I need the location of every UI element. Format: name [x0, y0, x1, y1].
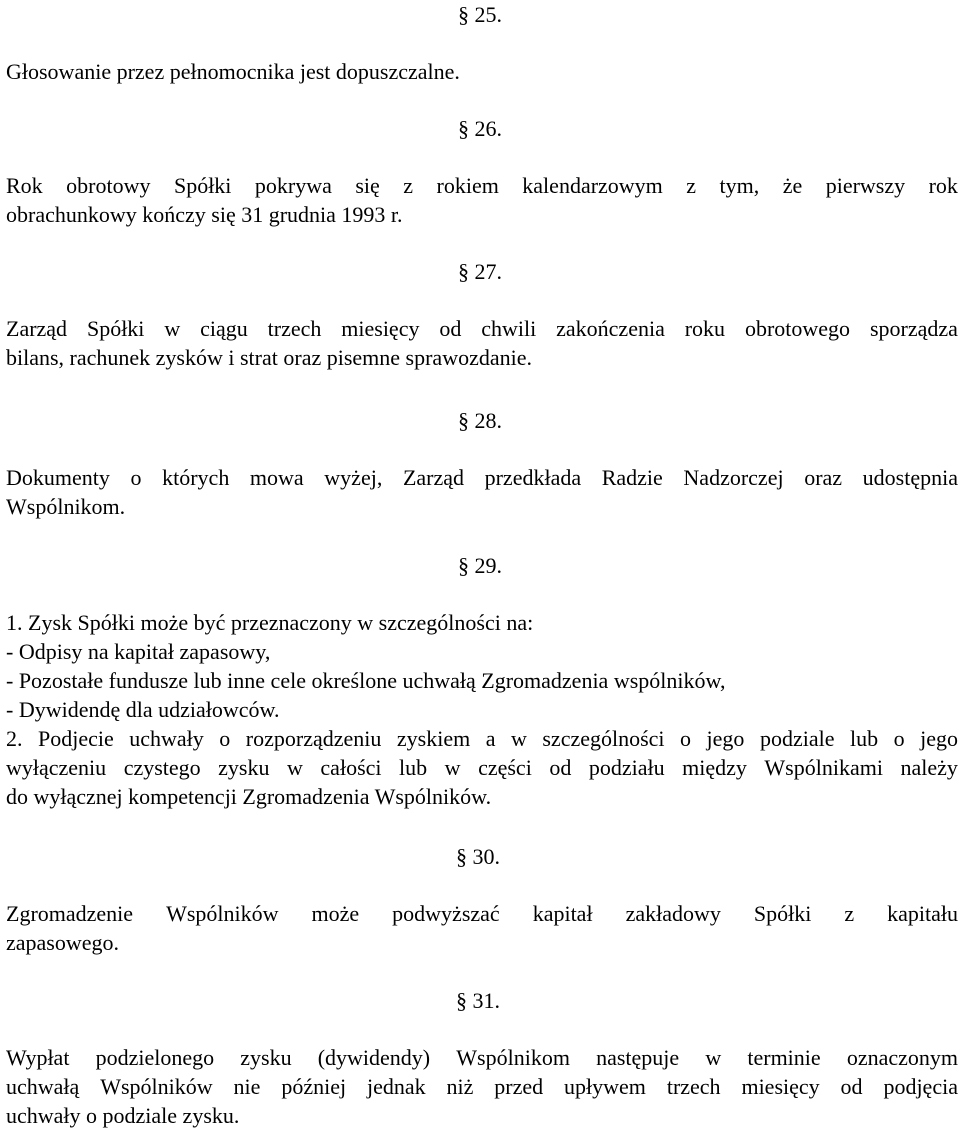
word: o: [130, 465, 142, 490]
word: rozporządzeniu: [245, 726, 382, 751]
word: Spółki: [753, 901, 812, 926]
section-body: [6, 314, 958, 372]
word: w: [510, 726, 527, 751]
word: lub: [399, 755, 428, 780]
text-line: bilans, rachunek zysków i strat oraz pisemne sprawozdanie.: [6, 345, 532, 370]
text-line: [6, 753, 958, 782]
word: podziale: [759, 726, 835, 751]
word: Spółki: [173, 173, 232, 198]
word: wyżej,: [324, 465, 383, 490]
text-line: Głosowanie przez pełnomocnika jest dopuszczalne.: [6, 59, 460, 84]
word: kapitał: [532, 901, 593, 926]
word: następuje: [596, 1045, 680, 1070]
word: z: [686, 173, 697, 198]
text-line: uchwały o podziale zysku.: [6, 1103, 240, 1128]
section-heading: § 27.: [458, 259, 502, 284]
list-item: - Dywidendę dla udziałowców.: [6, 697, 280, 722]
text-line: [6, 463, 958, 492]
word: od: [549, 755, 572, 780]
word: obrotowego: [744, 316, 851, 341]
word: podjęcia: [883, 1074, 958, 1099]
word: że: [782, 173, 803, 198]
word: nie: [233, 1074, 261, 1099]
word: zyskiem: [396, 726, 471, 751]
word: szczególności: [542, 726, 665, 751]
word: Wspólnikom: [456, 1045, 570, 1070]
section-heading: § 25.: [458, 2, 502, 27]
word: pokrywa: [254, 173, 332, 198]
text-line: [6, 724, 958, 753]
text-line: do wyłącznej kompetencji Zgromadzenia Wspólników.: [6, 784, 492, 809]
word: podziału: [588, 755, 665, 780]
word: chwili: [481, 316, 537, 341]
word: uchwałą: [6, 1074, 80, 1099]
word: Spółki: [86, 316, 145, 341]
word: części: [478, 755, 532, 780]
word: upływem: [564, 1074, 646, 1099]
word: o: [219, 726, 231, 751]
word: Wypłat: [6, 1045, 70, 1070]
word: miesięcy: [341, 316, 420, 341]
word: a: [485, 726, 496, 751]
word: Wspólników: [166, 901, 279, 926]
word: terminie: [747, 1045, 821, 1070]
word: z: [403, 173, 414, 198]
list-item: - Odpisy na kapitał zapasowy,: [6, 639, 271, 664]
word: zysku: [240, 1045, 292, 1070]
word: udostępnia: [862, 465, 958, 490]
word: Zarząd: [6, 316, 68, 341]
word: w: [287, 755, 303, 780]
text-line: 1. Zysk Spółki może być przeznaczony w szczególności na:: [6, 610, 534, 635]
word: oraz: [804, 465, 843, 490]
word: rokiem: [436, 173, 499, 198]
word: przed: [494, 1074, 544, 1099]
section-body: [6, 57, 958, 86]
word: tym,: [719, 173, 760, 198]
text-line: [6, 1043, 958, 1072]
word: w: [705, 1045, 722, 1070]
text-line: Wspólnikom.: [6, 494, 126, 519]
word: o: [680, 726, 692, 751]
section-heading: § 29.: [458, 553, 502, 578]
word: od: [439, 316, 462, 341]
word: od: [840, 1074, 863, 1099]
word: należy: [900, 755, 958, 780]
text-line: zapasowego.: [6, 930, 120, 955]
section-body: [6, 1043, 958, 1130]
word: pierwszy: [825, 173, 906, 198]
word: Radzie: [601, 465, 663, 490]
word: w: [164, 316, 181, 341]
word: między: [682, 755, 747, 780]
word: miesięcy: [741, 1074, 820, 1099]
word: ciągu: [200, 316, 248, 341]
text-line: [6, 314, 958, 343]
word: rok: [928, 173, 958, 198]
word: jednak: [366, 1074, 426, 1099]
word: Dokumenty: [6, 465, 110, 490]
word: wyłączeniu: [6, 755, 107, 780]
word: obrotowy: [66, 173, 151, 198]
word: kapitału: [887, 901, 958, 926]
word: (dywidendy): [317, 1045, 431, 1070]
word: jego: [706, 726, 745, 751]
word: podzielonego: [95, 1045, 215, 1070]
text-line: obrachunkowy kończy się 31 grudnia 1993 r.: [6, 202, 403, 227]
word: mowa: [249, 465, 304, 490]
section-body: [6, 171, 958, 229]
word: może: [311, 901, 360, 926]
word: o: [893, 726, 905, 751]
section-body: [6, 463, 958, 521]
word: kalendarzowym: [522, 173, 663, 198]
word: oznaczonym: [846, 1045, 958, 1070]
word: całości: [320, 755, 382, 780]
word: Wspólników: [100, 1074, 213, 1099]
word: zakończenia: [556, 316, 665, 341]
word: później: [281, 1074, 347, 1099]
word: podwyższać: [392, 901, 500, 926]
word: których: [162, 465, 230, 490]
word: lub: [849, 726, 879, 751]
word: zysku: [218, 755, 270, 780]
text-line: [6, 1072, 958, 1101]
word: 2.: [6, 726, 23, 751]
word: przedkłada: [484, 465, 582, 490]
word: się: [355, 173, 380, 198]
word: Nadzorczej: [683, 465, 784, 490]
word: Zgromadzenie: [6, 901, 134, 926]
word: roku: [684, 316, 726, 341]
section-heading: § 31.: [456, 988, 500, 1013]
word: czystego: [123, 755, 201, 780]
word: niż: [446, 1074, 474, 1099]
word: z: [844, 901, 855, 926]
word: sporządza: [869, 316, 958, 341]
section-heading: § 26.: [458, 116, 502, 141]
section-heading: § 28.: [458, 408, 502, 433]
word: w: [444, 755, 461, 780]
word: trzech: [666, 1074, 721, 1099]
text-line: [6, 899, 958, 928]
section-body: [6, 608, 958, 811]
section-body: [6, 899, 958, 957]
word: Wspólnikami: [764, 755, 883, 780]
word: zakładowy: [625, 901, 721, 926]
section-heading: § 30.: [456, 844, 500, 869]
word: Rok: [6, 173, 43, 198]
word: uchwały: [129, 726, 204, 751]
word: jego: [920, 726, 958, 751]
word: trzech: [267, 316, 322, 341]
list-item: - Pozostałe fundusze lub inne cele określone uchwałą Zgromadzenia wspólników,: [6, 668, 726, 693]
text-line: [6, 171, 958, 200]
word: Podjecie: [38, 726, 114, 751]
word: Zarząd: [402, 465, 464, 490]
